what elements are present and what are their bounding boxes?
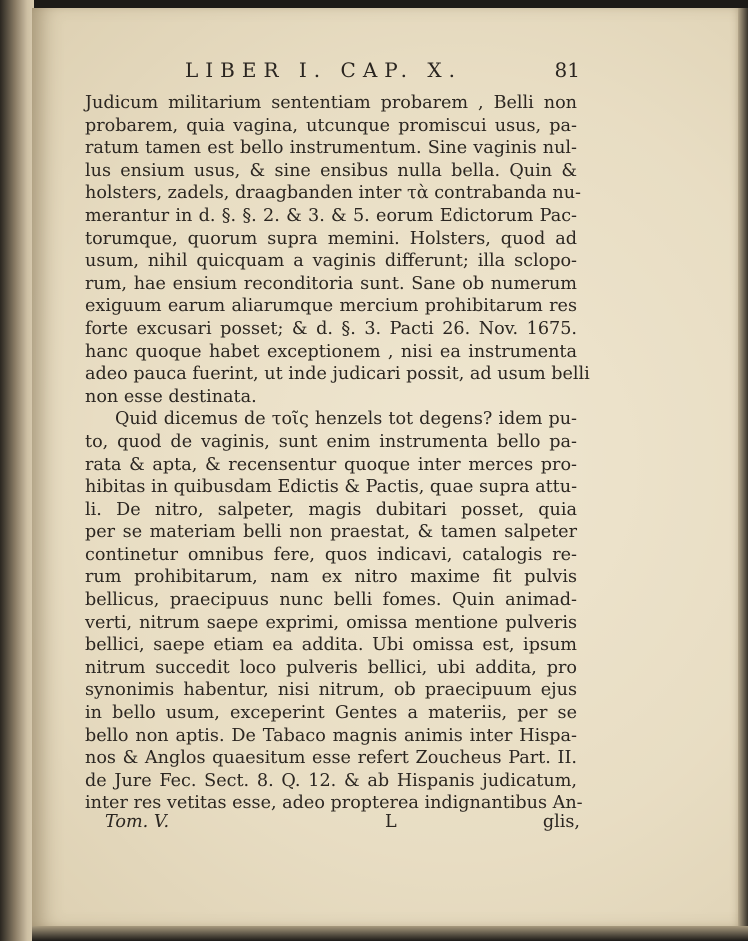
text-line: probarem, quia vagina, utcunque promiscui usus, pa-: [85, 115, 577, 136]
text-line: inter res vetitas esse, adeo propterea indignantibus An-: [85, 793, 583, 814]
text-line: hibitas in quibusdam Edictis & Pactis, quae supra attu-: [85, 477, 578, 498]
catchword: glis,: [542, 812, 580, 832]
text-line: rum prohibitarum, nam ex nitro maxime fit pulvis: [85, 567, 577, 588]
text-line: verti, nitrum saepe exprimi, omissa mentione pulveris: [85, 612, 577, 633]
text-line: synonimis habentur, nisi nitrum, ob praecipuum ejus: [85, 680, 577, 701]
right-page-edge: [738, 8, 748, 926]
body-text: [85, 92, 590, 815]
text-line: rata & apta, & recensentur quoque inter merces pro-: [85, 454, 577, 475]
page-number: 81: [554, 58, 580, 82]
text-line: bellicus, praecipuus nunc belli fomes. Quin animad-: [85, 590, 577, 611]
text-line: hanc quoque habet exceptionem , nisi ea instrumenta: [85, 341, 577, 362]
text-line: li. De nitro, salpeter, magis dubitari posset, quia: [85, 499, 577, 520]
paragraph-first-line: Quid dicemus de τοῖς henzels tot degens? idem pu-: [115, 409, 577, 430]
text-line: Judicum militarium sententiam probarem , Belli non: [85, 93, 577, 113]
text-line: nitrum succedit loco pulveris bellici, ubi addita, pro: [85, 657, 577, 678]
text-line: non esse destinata.: [85, 386, 257, 407]
volume-signature: Tom. V.: [105, 812, 170, 832]
text-line: in bello usum, exceperint Gentes a materiis, per se: [85, 703, 577, 724]
text-line: de Jure Fec. Sect. 8. Q. 12. & ab Hispanis judicatum,: [85, 770, 577, 791]
text-line: per se materiam belli non praestat, & tamen salpeter: [85, 522, 577, 543]
page-header: [85, 52, 580, 88]
page-footer: [85, 812, 580, 840]
text-line: merantur in d. §. §. 2. & 3. & 5. eorum Edictorum Pac-: [85, 205, 577, 226]
text-line: bellici, saepe etiam ea addita. Ubi omissa est, ipsum: [85, 635, 577, 656]
text-line: torumque, quorum supra memini. Holsters, quod ad: [85, 228, 577, 249]
text-line: to, quod de vaginis, sunt enim instrumenta bello pa-: [85, 431, 577, 452]
text-line: exiguum earum aliarumque mercium prohibitarum res: [85, 296, 577, 317]
left-page-edge: [0, 0, 34, 941]
text-line: usum, nihil quicquam a vaginis differunt; illa sclopo-: [85, 251, 577, 272]
text-line: ratum tamen est bello instrumentum. Sine vaginis nul-: [85, 138, 577, 159]
text-line: continetur omnibus fere, quos indicavi, catalogis re-: [85, 544, 577, 565]
text-line: holsters, zadels, draagbanden inter τὰ contrabanda nu-: [85, 183, 581, 204]
signature-mark: L: [385, 812, 397, 832]
text-line: rum, hae ensium reconditoria sunt. Sane ob numerum: [85, 273, 577, 294]
text-line: forte excusari posset; & d. §. 3. Pacti 26. Nov. 1675.: [85, 318, 577, 339]
running-head: LIBER I. CAP. X.: [185, 58, 462, 82]
text-line: lus ensium usus, & sine ensibus nulla bella. Quin &: [85, 160, 577, 181]
bottom-page-edge: [32, 926, 748, 941]
text-line: nos & Anglos quaesitum esse refert Zoucheus Part. II.: [85, 748, 577, 769]
text-line: bello non aptis. De Tabaco magnis animis inter Hispa-: [85, 725, 577, 746]
text-line: adeo pauca fuerint, ut inde judicari possit, ad usum belli: [85, 364, 590, 385]
